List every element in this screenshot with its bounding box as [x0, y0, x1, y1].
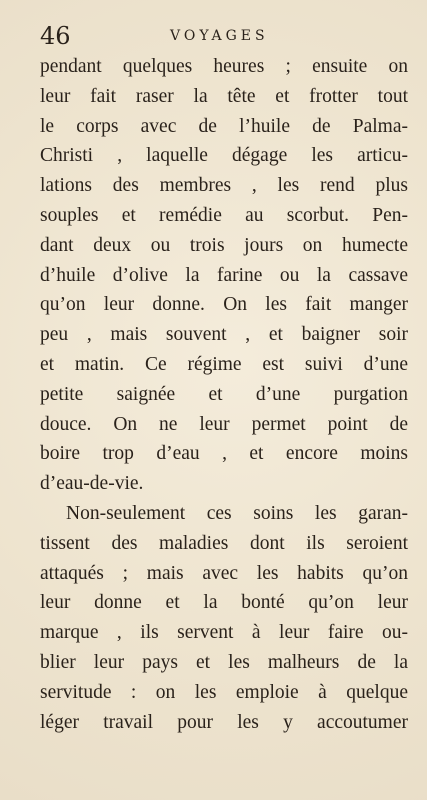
text-line: souples et remédie au scorbut. Pen- [40, 204, 408, 226]
page-number: 46 [40, 22, 71, 50]
text-line: dant deux ou trois jours on humecte [40, 234, 408, 256]
text-line: et matin. Ce régime est suivi d’une [40, 353, 408, 375]
text-line: qu’on leur donne. On les fait manger [40, 294, 408, 316]
page-header [40, 20, 407, 52]
text-line: léger travail pour les y accoutumer [40, 711, 408, 733]
text-line: leur fait raser la tête et frotter tout [40, 85, 408, 107]
text-line: le corps avec de l’huile de Palma- [40, 115, 408, 137]
text-line: lations des membres , les rend plus [40, 175, 408, 197]
paragraph-2 [40, 499, 408, 737]
text-line: attaqués ; mais avec les habits qu’on [40, 562, 408, 584]
text-line: marque , ils servent à leur faire ou- [40, 622, 408, 644]
text-line: tissent des maladies dont ils seroient [40, 532, 408, 554]
text-line: boire trop d’eau , et encore moins [40, 443, 408, 465]
text-line: Non-seulement ces soins les garan- [66, 502, 408, 524]
text-line: servitude : on les emploie à quelque [40, 681, 408, 703]
text-line: petite saignée et d’une purgation [40, 383, 408, 405]
body-text [40, 52, 408, 737]
text-line: leur donne et la bonté qu’on leur [40, 592, 408, 614]
paragraph-1 [40, 52, 408, 499]
text-line: d’huile d’olive la farine ou la cassave [40, 264, 408, 286]
text-line: peu , mais souvent , et baigner soir [40, 324, 408, 346]
text-line: blier leur pays et les malheurs de la [40, 651, 408, 673]
text-line: pendant quelques heures ; ensuite on [40, 56, 408, 77]
text-line: d’eau-de-vie. [40, 473, 144, 495]
running-head: VOYAGES [170, 28, 269, 44]
text-line: douce. On ne leur permet point de [40, 413, 408, 435]
text-line: Christi , laquelle dégage les articu- [40, 145, 408, 167]
